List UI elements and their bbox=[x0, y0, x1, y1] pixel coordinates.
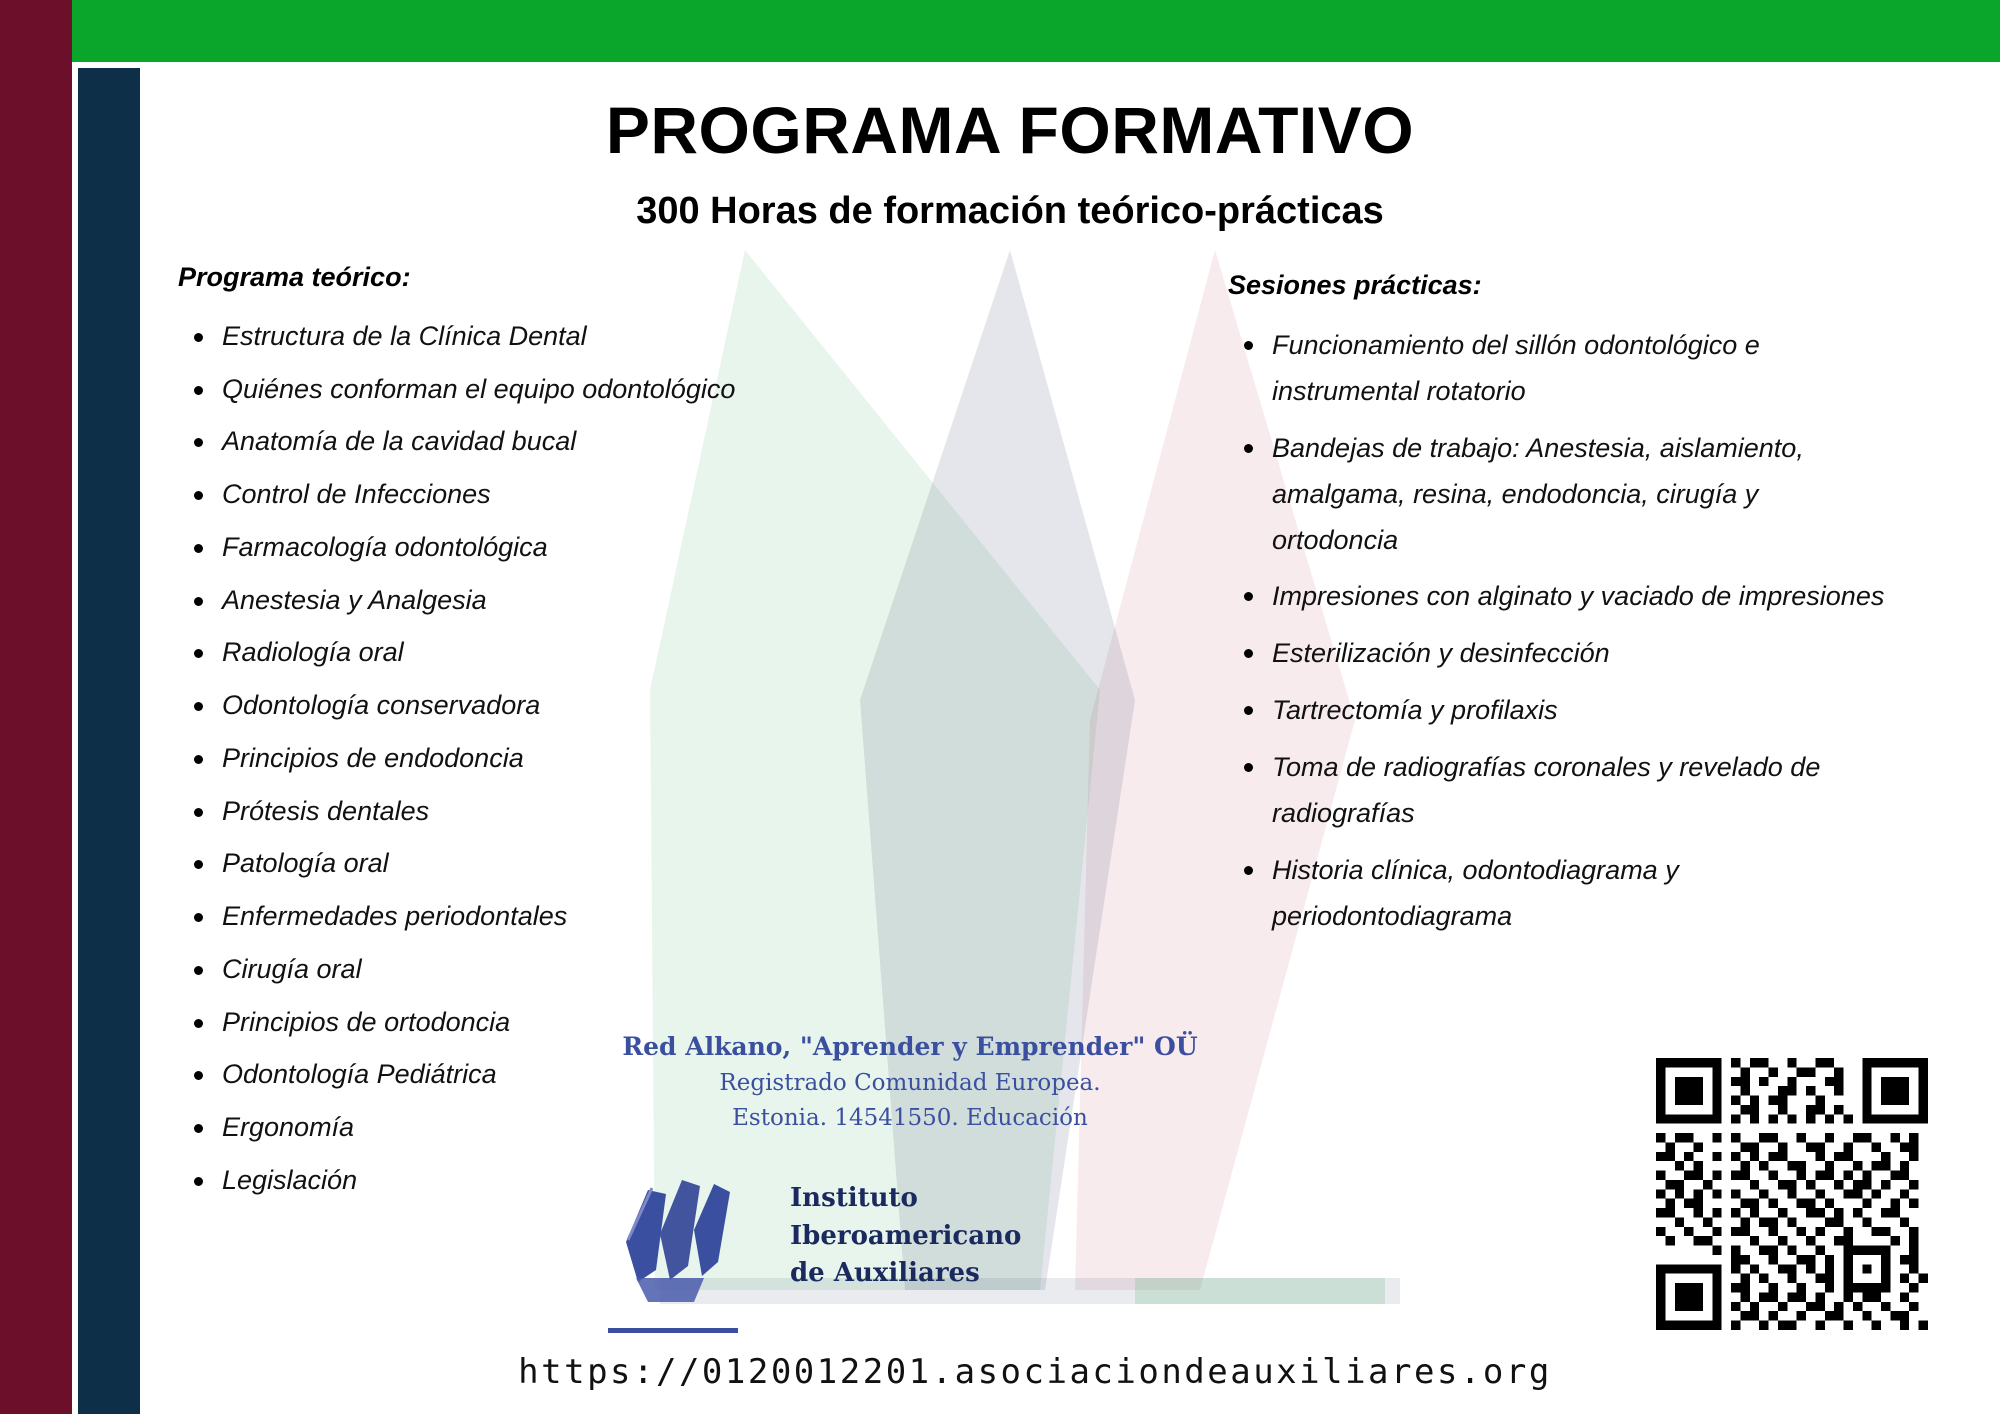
page-title: PROGRAMA FORMATIVO bbox=[605, 93, 1415, 167]
list-item: Ergonomía bbox=[178, 1106, 798, 1150]
practice-heading: Sesiones prácticas: bbox=[1228, 270, 1482, 300]
left-maroon-bar bbox=[0, 0, 72, 1414]
page-subtitle: 300 Horas de formación teórico-prácticas bbox=[636, 190, 1384, 232]
registration-text bbox=[600, 1028, 1220, 1136]
list-item: Tartrectomía y profilaxis bbox=[1228, 688, 1888, 734]
list-item: Bandejas de trabajo: Anestesia, aislamiento, amalgama, resina, endodoncia, cirugía y ortodoncia bbox=[1228, 426, 1888, 564]
list-item: Odontología conservadora bbox=[178, 684, 798, 728]
list-item: Farmacología odontológica bbox=[178, 526, 798, 570]
list-item: Control de Infecciones bbox=[178, 473, 798, 517]
institute-line-2: Iberoamericano bbox=[790, 1220, 1022, 1251]
list-item: Estructura de la Clínica Dental bbox=[178, 315, 798, 359]
theory-heading: Programa teórico: bbox=[178, 262, 411, 292]
org-registration: Registrado Comunidad Europea. bbox=[719, 1070, 1101, 1096]
top-green-bar bbox=[72, 0, 2000, 62]
list-item: Principios de endodoncia bbox=[178, 737, 798, 781]
practice-column bbox=[1228, 270, 1888, 951]
institute-line-3: de Auxiliares bbox=[790, 1258, 980, 1289]
footer-url[interactable]: https://0120012201.asociaciondeauxiliares.org bbox=[518, 1352, 1552, 1392]
list-item: Historia clínica, odontodiagrama y periodontodiagrama bbox=[1228, 848, 1888, 940]
list-item: Esterilización y desinfección bbox=[1228, 631, 1888, 677]
org-name: Red Alkano, "Aprender y Emprender" OÜ bbox=[622, 1032, 1198, 1061]
list-item: Legislación bbox=[178, 1159, 798, 1203]
practice-list bbox=[1228, 323, 1888, 940]
list-item: Cirugía oral bbox=[178, 948, 798, 992]
list-item: Anestesia y Analgesia bbox=[178, 579, 798, 623]
logo-underline bbox=[608, 1328, 738, 1333]
list-item: Enfermedades periodontales bbox=[178, 895, 798, 939]
list-item: Radiología oral bbox=[178, 631, 798, 675]
list-item: Toma de radiografías coronales y revelado de radiografías bbox=[1228, 745, 1888, 837]
list-item: Quiénes conforman el equipo odontológico bbox=[178, 368, 798, 412]
list-item: Principios de ortodoncia bbox=[178, 1001, 798, 1045]
list-item: Patología oral bbox=[178, 842, 798, 886]
list-item: Prótesis dentales bbox=[178, 790, 798, 834]
institute-line-1: Instituto bbox=[790, 1183, 918, 1213]
org-location: Estonia. 14541550. Educación bbox=[732, 1104, 1088, 1131]
list-item: Odontología Pediátrica bbox=[178, 1053, 798, 1097]
qr-code-icon[interactable] bbox=[1656, 1058, 1928, 1330]
institute-logo-icon bbox=[608, 1150, 778, 1330]
list-item: Funcionamiento del sillón odontológico e instrumental rotatorio bbox=[1228, 323, 1888, 415]
list-item: Impresiones con alginato y vaciado de impresiones bbox=[1228, 574, 1888, 620]
list-item: Anatomía de la cavidad bucal bbox=[178, 420, 798, 464]
institute-name bbox=[790, 1180, 1021, 1293]
left-navy-bar bbox=[78, 68, 140, 1414]
